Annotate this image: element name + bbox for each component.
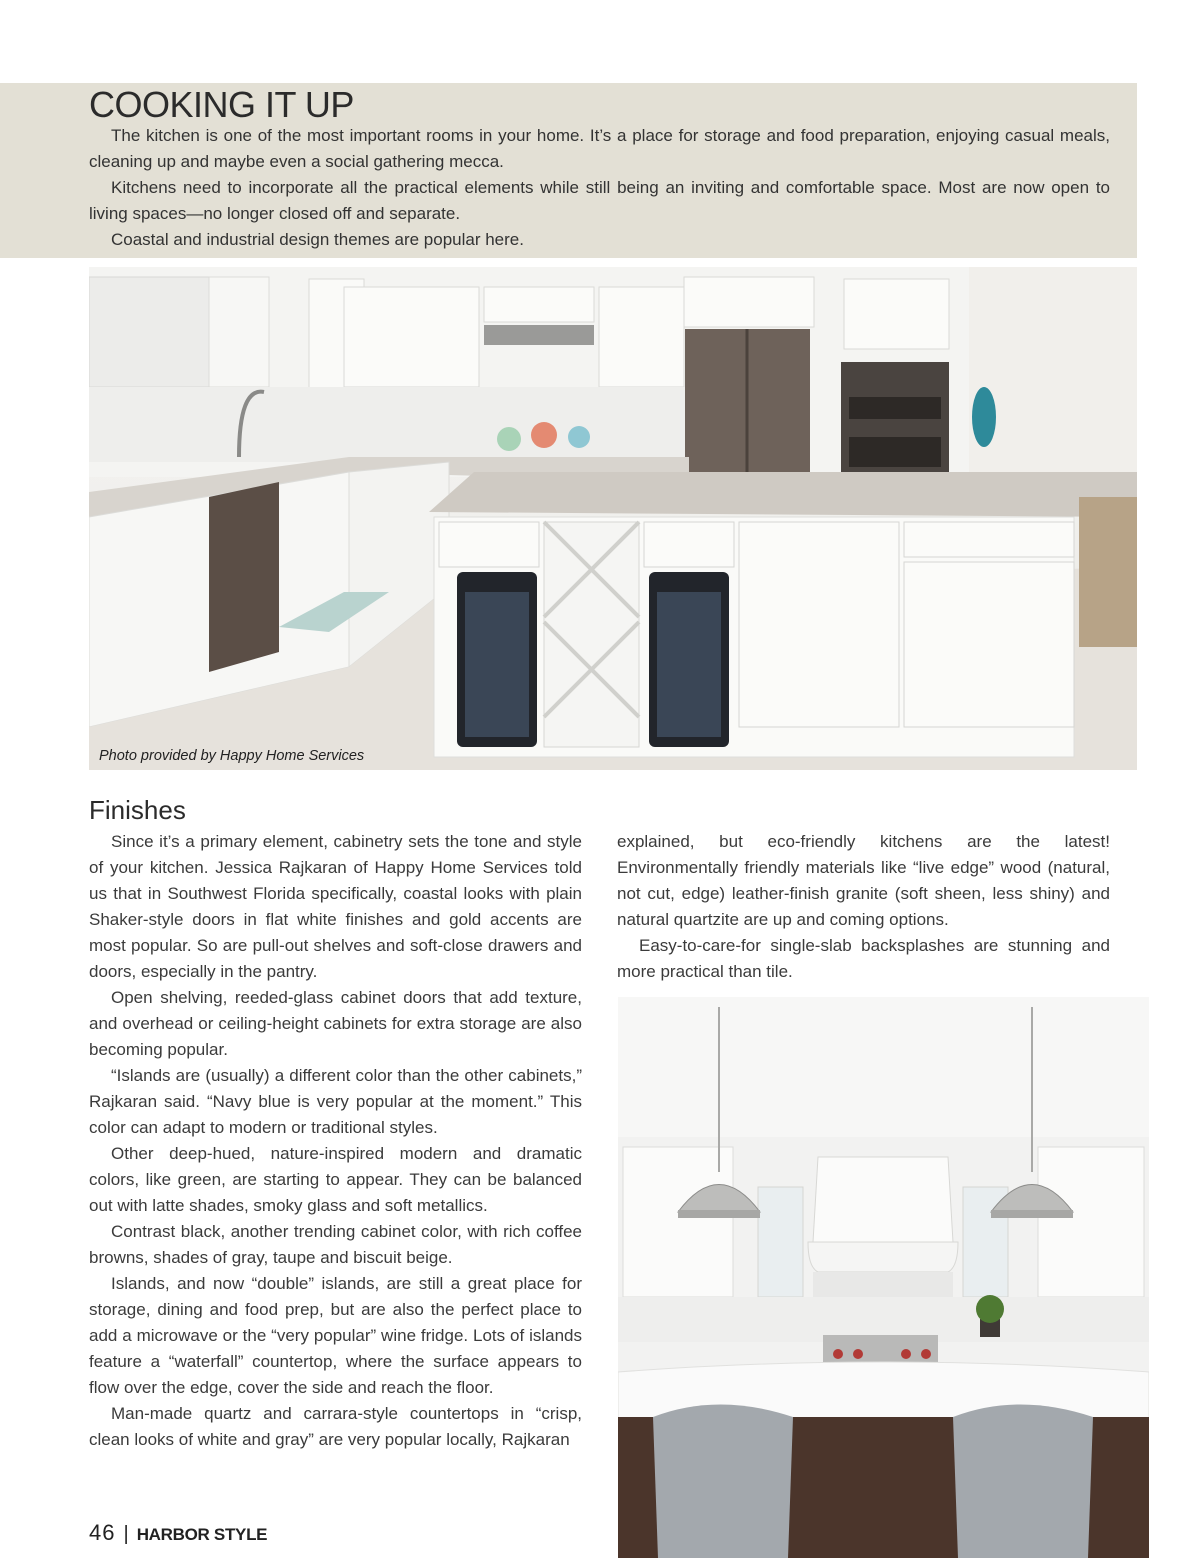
section-title: COOKING IT UP — [89, 84, 354, 125]
body-paragraph: Contrast black, another trending cabinet color, with rich coffee browns, shades of gray, taupe and biscuit beige. — [89, 1222, 582, 1267]
body-paragraph: Man-made quartz and carrara-style countertops in “crisp, clean looks of white and gray” are very popular locally, Rajkaran — [89, 1404, 582, 1449]
pendant-kitchen-illustration — [618, 997, 1149, 1558]
intro-paragraph: The kitchen is one of the most important rooms in your home. It’s a place for storage and food preparation, enjoying casual meals, cleaning up and maybe even a social gathering mecca. — [89, 126, 1110, 171]
footer-separator: | — [123, 1523, 129, 1545]
page-footer — [89, 1520, 267, 1546]
left-column — [89, 829, 582, 1453]
body-paragraph-continued: explained, but eco-friendly kitchens are the latest! Environmentally friendly materials like “live edge” wood (natural, not cut, edge) leather-finish granite (soft sheen, less shiny) and natural quartzite are up and coming options. — [617, 832, 1110, 929]
finishes-heading: Finishes — [89, 795, 186, 825]
right-column — [617, 829, 1110, 985]
kitchen-photo — [89, 267, 1137, 770]
body-paragraph: Since it’s a primary element, cabinetry sets the tone and style of your kitchen. Jessica Rajkaran of Happy Home Services told us that in Southwest Florida specifically, coastal looks with plain Shaker-style doors in flat white finishes and gold accents are most popular. So are pull-out shelves and soft-close drawers and doors, especially in the pantry. — [89, 832, 582, 981]
intro-text — [89, 123, 1110, 253]
body-paragraph: Open shelving, reeded-glass cabinet doors that add texture, and overhead or ceiling-height cabinets for extra storage are also becoming popular. — [89, 988, 582, 1059]
magazine-name: HARBOR STYLE — [136, 1525, 268, 1544]
intro-paragraph: Coastal and industrial design themes are popular here. — [111, 230, 524, 249]
body-paragraph: Other deep-hued, nature-inspired modern and dramatic colors, like green, are starting to appear. They can be balanced out with latte shades, smoky glass and soft metallics. — [89, 1144, 582, 1215]
kitchen-illustration — [89, 267, 1137, 770]
kitchen-pendant-photo — [618, 997, 1149, 1558]
intro-paragraph: Kitchens need to incorporate all the practical elements while still being an inviting and comfortable space. Most are now open to living spaces—no longer closed off and separate. — [89, 178, 1110, 223]
page-number: 46 — [89, 1520, 116, 1545]
body-paragraph: “Islands are (usually) a different color than the other cabinets,” Rajkaran said. “Navy blue is very popular at the moment.” This color can adapt to modern or traditional styles. — [89, 1066, 582, 1137]
body-paragraph: Easy-to-care-for single-slab backsplashes are stunning and more practical than tile. — [617, 936, 1110, 981]
photo-caption: Photo provided by Happy Home Services — [99, 748, 365, 764]
body-paragraph: Islands, and now “double” islands, are still a great place for storage, dining and food prep, but are also the perfect place to add a microwave or the “very popular” wine fridge. Lots of islands feature a “waterfall” countertop, where the surface appears to flow over the edge, cover the side and reach the floor. — [89, 1274, 582, 1397]
